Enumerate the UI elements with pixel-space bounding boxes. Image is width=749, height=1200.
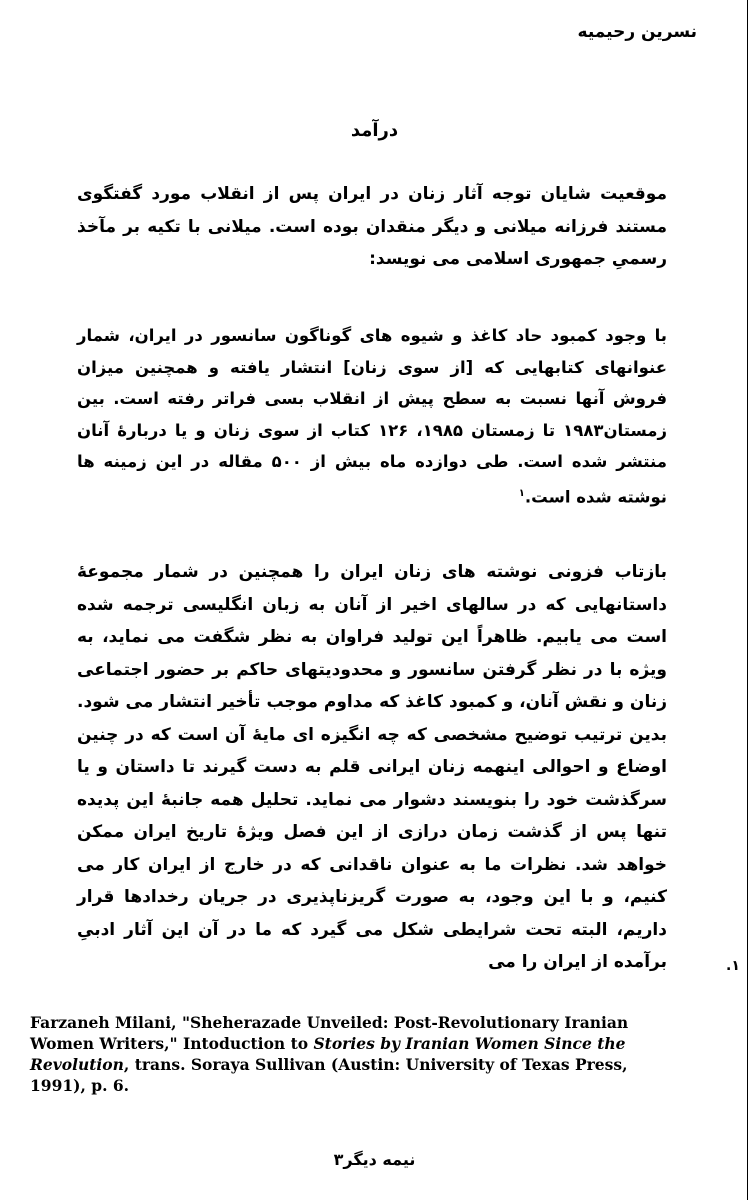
footnote — [30, 1012, 680, 1096]
page-folio: نیمه دیگر۳ — [333, 1150, 416, 1169]
block-quote — [77, 320, 667, 513]
footnote-publication: , trans. Soraya Sullivan (Austin: University of Texas Press, 1991), p. 6. — [30, 1055, 628, 1095]
section-title: درآمد — [350, 120, 399, 141]
paragraph-intro — [77, 178, 667, 276]
footnote-intro: Intoduction to — [177, 1034, 314, 1053]
footnote-article-title: "Sheherazade Unveiled: Post-Revolutionary Iranian Women Writers," — [30, 1013, 629, 1053]
paragraph-intro-text: موقعیت شایان توجه آثار زنان در ایران پس از انقلاب مورد گفتگوی مستند فرزانه میلانی و دیگر منقدان بوده است. میلانی با تکیه بر مآخذ رسمیِ جمهوری اسلامی می نویسد: — [77, 184, 667, 269]
footnote-author: Farzaneh Milani, — [30, 1013, 182, 1032]
footnote-number: ۱. — [726, 958, 740, 974]
paragraph-body — [77, 556, 667, 979]
page-edge-rule — [747, 0, 748, 1200]
paragraph-body-text: بازتاب فزونی نوشته های زنان ایران را همچنین در شمار مجموعهٔ داستانهایی که در سالهای اخیر از آنان به زبان انگلیسی ترجمه شده است می یابیم. ظاهراً این تولید فراوان به نظر شگفت می نماید، به ویژه با در نظر گرفتن سانسور و محدودیتهای حاکم بر حضور اجتماعی زنان و نقش آنان، و کمبود کاغذ که مداوم موجب تأخیر انتشار می شود. بدین ترتیب توضیح مشخصی که چه انگیزه ای مایهٔ آن است که در چنین اوضاع و احوالی اینهمه زنان ایرانی قلم به دست گیرند تا داستان و یا سرگذشت خود را بنویسند دشوار می نماید. تحلیل همه جانبهٔ این پدیده تنها پس از گذشت زمان درازی از این فصل ویژهٔ تاریخ ایران ممکن خواهد شد. نظرات ما به عنوان ناقدانی که در خارج از ایران کار می کنیم، و با این وجود، به صورت گریزناپذیری در جریان رخدادها قرار داریم، البته تحت شرایطی شکل می گیرد که ما در آن این آثار ادبیِ برآمده از ایران را می — [77, 562, 667, 972]
footnote-reference[interactable]: ۱ — [518, 487, 525, 499]
footnote-book-title: Stories by Iranian Women Since the Revolution — [30, 1034, 626, 1074]
block-quote-text: با وجود کمبود حاد کاغذ و شیوه های گوناگون سانسور در ایران، شمار عنوانهای کتابهایی که [از سوی زنان] انتشار یافته و همچنین میزان فروش آنها نسبت به سطح پیش از انقلاب بسی فراتر رفته است. بین زمستان۱۹۸۳ تا زمستان ۱۹۸۵، ۱۲۶ کتاب از سوی زنان و یا دربارهٔ آنان منتشر شده است. طی دوازده ماه بیش از ۵۰۰ مقاله در این زمینه ها نوشته شده است. — [77, 326, 667, 506]
running-head-author: نسرین رحیمیه — [577, 22, 697, 42]
